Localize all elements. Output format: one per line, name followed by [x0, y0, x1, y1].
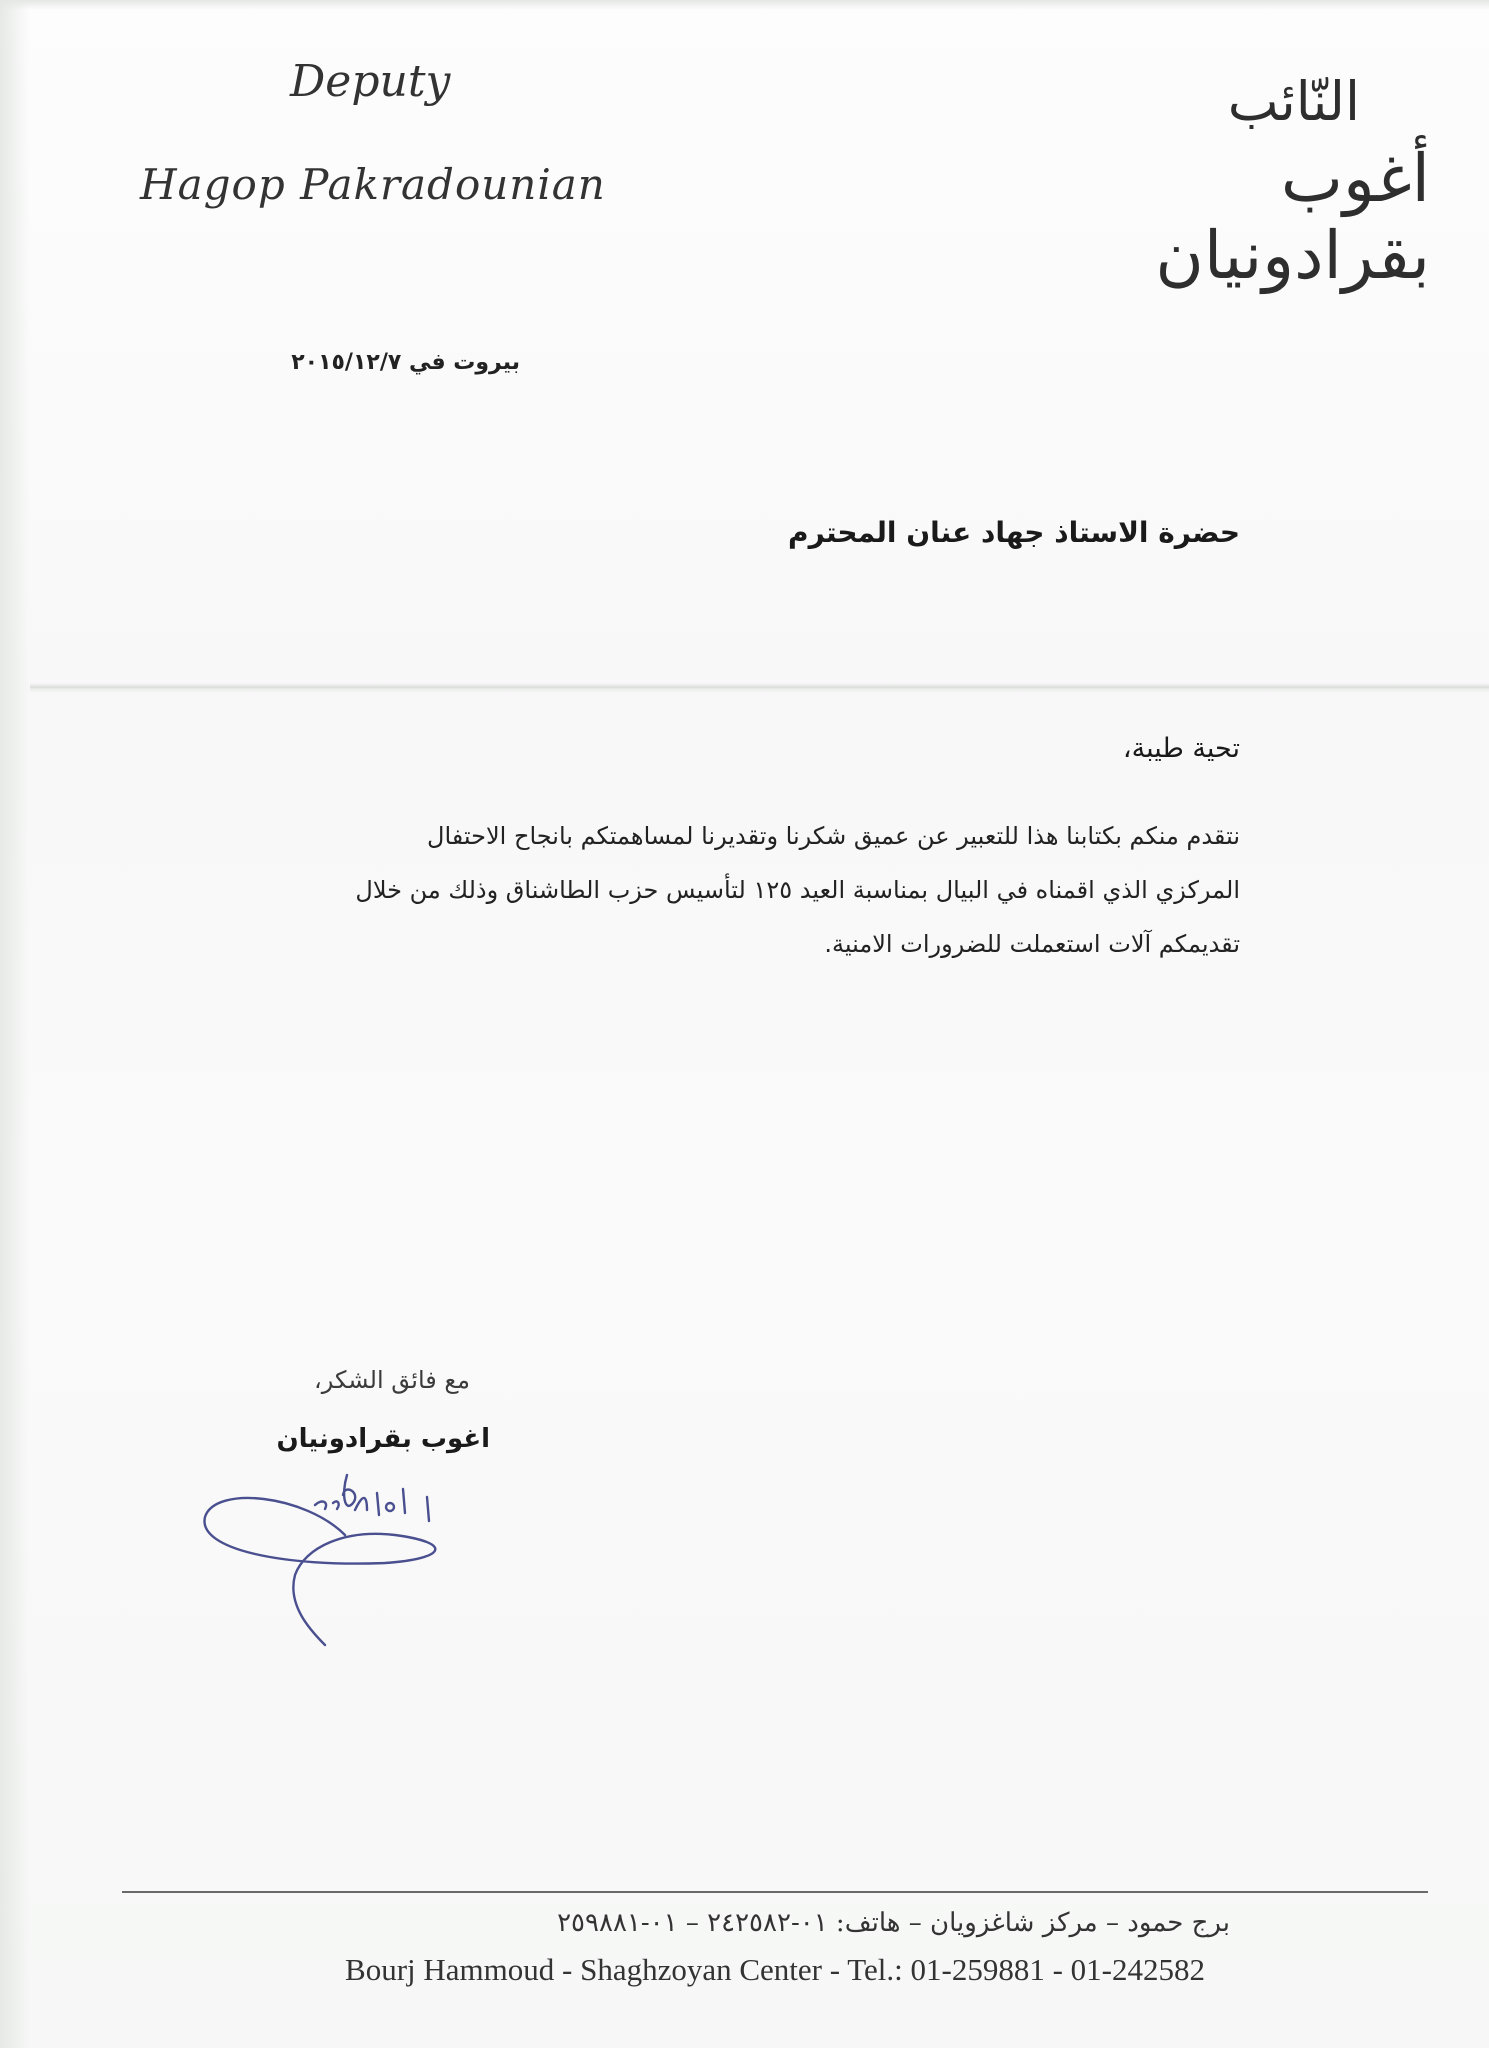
- paper-fold-crease: [30, 683, 1489, 693]
- letter-body-line: تقديمكم آلات استعملت للضرورات الامنية.: [824, 930, 1240, 958]
- letterhead-english-title: Deputy: [290, 56, 451, 107]
- footer-english-address: Bourj Hammoud - Shaghzoyan Center - Tel.: 01-259881 - 01-242582: [345, 1952, 1205, 1987]
- paper-edge-shadow: [0, 0, 30, 2048]
- letterhead-english-name: Hagop Pakradounian: [140, 160, 606, 209]
- letter-closing: مع فائق الشكر،: [314, 1366, 470, 1394]
- letter-body-line: نتقدم منكم بكتابنا هذا للتعبير عن عميق شكرنا وتقديرنا لمساهمتكم بانجاح الاحتفال: [427, 822, 1240, 850]
- footer-arabic-address: برج حمود – مركز شاغزويان – هاتف: ٠١-٢٤٢٥٨٢ – ٠١-٢٥٩٨٨١: [557, 1908, 1230, 1938]
- letter-body-line: المركزي الذي اقمناه في البيال بمناسبة العيد ١٢٥ لتأسيس حزب الطاشناق وذلك من خلال: [355, 876, 1240, 904]
- footer-divider: [122, 1891, 1428, 1893]
- letter-date: بيروت في ٢٠١٥/١٢/٧: [291, 350, 520, 375]
- paper-top-shadow: [0, 0, 1489, 10]
- letterhead-arabic-name: أغوب بقرادونيان: [1155, 140, 1430, 294]
- letter-recipient: حضرة الاستاذ جهاد عنان المحترم: [788, 516, 1240, 549]
- letter-greeting: تحية طيبة،: [1122, 733, 1240, 764]
- letterhead-arabic-title: النّائب: [1227, 70, 1360, 133]
- handwritten-signature: [195, 1455, 505, 1655]
- signer-name: اغوب بقرادونيان: [276, 1424, 490, 1454]
